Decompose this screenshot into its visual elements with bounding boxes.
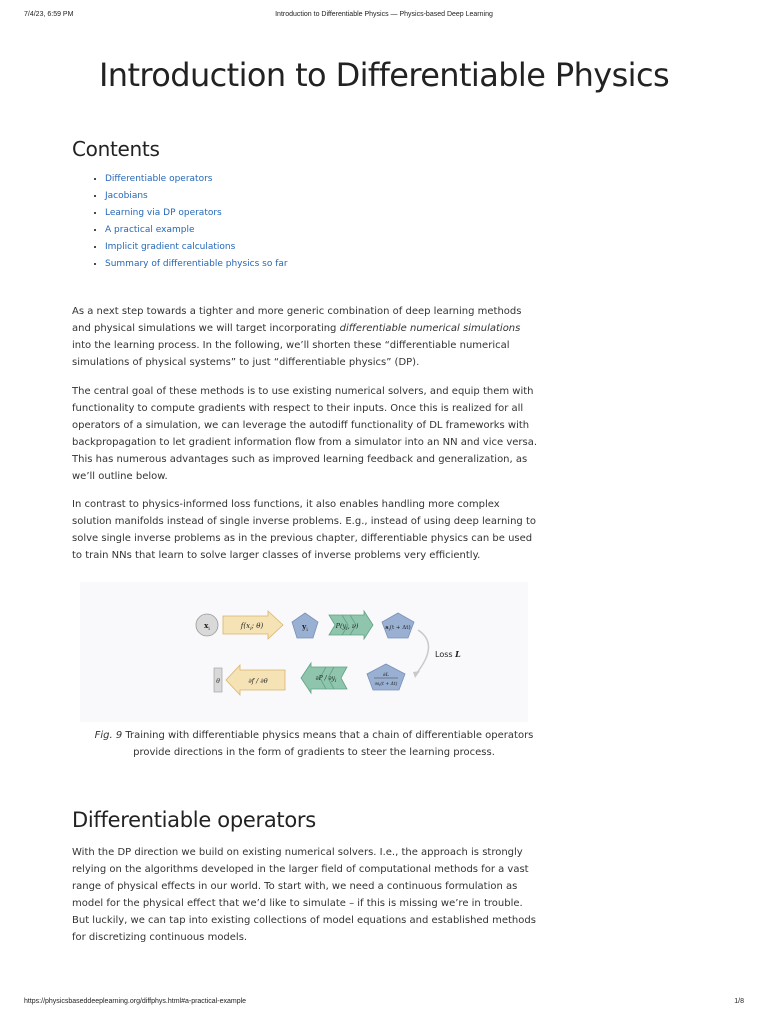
physics-label: $P(y_i$, ν)	[335, 622, 359, 632]
intro-paragraph-2: The central goal of these methods is to use existing numerical solvers, and equip them with functionality to compute gradients with respect to their inputs. Once this is realized for all operators of a simulation, we can leverage the autodiff functionality of DL frameworks with backpropagation to let gradient information flow from a simulator into an NN and vice versa. This has numerous advantages such as improved learning feedback and generalization, as we’ll outline below.	[72, 386, 538, 482]
toc-item	[105, 171, 288, 188]
print-footer	[24, 998, 744, 1010]
output-label: $y_i$	[302, 622, 308, 633]
dp-training-figure	[80, 582, 528, 722]
loss-gradient-numerator: ∂L	[383, 672, 389, 678]
p1-text-a: As a next step towards a tighter and more generic combination of deep learning methods and physical simulations we will target incorporating	[72, 306, 522, 334]
p1-emphasis: differentiable numerical simulations	[339, 323, 521, 334]
loss-arrow	[416, 630, 429, 674]
contents-heading: Contents	[72, 137, 160, 161]
print-doc-title: Introduction to Differentiable Physics — Physics-based Deep Learning	[275, 11, 493, 18]
toc-item	[105, 205, 288, 222]
state-label: $s_i(t + \Delta t)$	[385, 625, 411, 632]
loss-label: Loss L	[435, 649, 461, 659]
toc-link-implicit-gradient[interactable]: Implicit gradient calculations	[105, 242, 236, 252]
theta-label: θ	[216, 678, 220, 685]
page-title: Introduction to Differentiable Physics	[98, 56, 670, 94]
section-heading-differentiable-operators: Differentiable operators	[72, 808, 316, 832]
caption-label: Fig. 9	[94, 730, 123, 741]
network-label: $f(x_i$; θ)	[240, 622, 264, 632]
print-header	[24, 11, 744, 23]
toc-link-learning-via-dp[interactable]: Learning via DP operators	[105, 208, 222, 218]
toc-link-summary[interactable]: Summary of differentiable physics so far	[105, 259, 288, 269]
toc-link-differentiable-operators[interactable]: Differentiable operators	[105, 174, 213, 184]
toc-item	[105, 188, 288, 205]
print-page-number: 1/8	[734, 998, 744, 1005]
toc-link-jacobians[interactable]: Jacobians	[105, 191, 148, 201]
toc-link-practical-example[interactable]: A practical example	[105, 225, 195, 235]
print-url: https://physicsbaseddeeplearning.org/diffphys.html#a-practical-example	[24, 998, 247, 1005]
p1-text-b: into the learning process. In the following, we’ll shorten these “differentiable numerical simulations of physical systems” to just “differentiable physics” (DP).	[72, 340, 510, 368]
toc-item	[105, 239, 288, 256]
physics-gradient-label: $\partial P / \partial y_i$	[315, 675, 337, 684]
intro-paragraph-3: In contrast to physics-informed loss functions, it also enables handling more complex solution manifolds instead of single inverse problems. E.g., instead of using deep learning to solve single inverse problems as in the previous chapter, differentiable physics can be used to train NNs that learn to solve larger classes of inverse problems very efficiently.	[72, 499, 536, 561]
network-gradient-label: ∂f / ∂θ	[248, 677, 268, 685]
intro-paragraph-1	[72, 303, 538, 371]
input-label: $x_i$	[204, 621, 210, 632]
loss-arrowhead	[413, 671, 420, 678]
loss-gradient-denominator: $\partial s_i(t + \Delta t)$	[374, 682, 398, 688]
dp-training-diagram	[80, 582, 528, 722]
contents-list	[72, 171, 288, 273]
toc-item	[105, 256, 288, 273]
caption-text: Training with differentiable physics means that a chain of differentiable operators provide directions in the form of gradients to steer the learning process.	[122, 730, 534, 758]
print-date: 7/4/23, 6:59 PM	[24, 11, 74, 18]
toc-item	[105, 222, 288, 239]
section-paragraph-1: With the DP direction we build on existing numerical solvers. I.e., the approach is strongly relying on the algorithms developed in the larger field of computational methods for a vast range of physical effects in our world. To start with, we need a continuous formulation as model for the physical effect that we’d like to simulate – if this is missing we’re in trouble. But luckily, we can tap into existing collections of model equations and established methods for discretizing continuous models.	[72, 847, 536, 943]
figure-caption	[88, 727, 540, 761]
